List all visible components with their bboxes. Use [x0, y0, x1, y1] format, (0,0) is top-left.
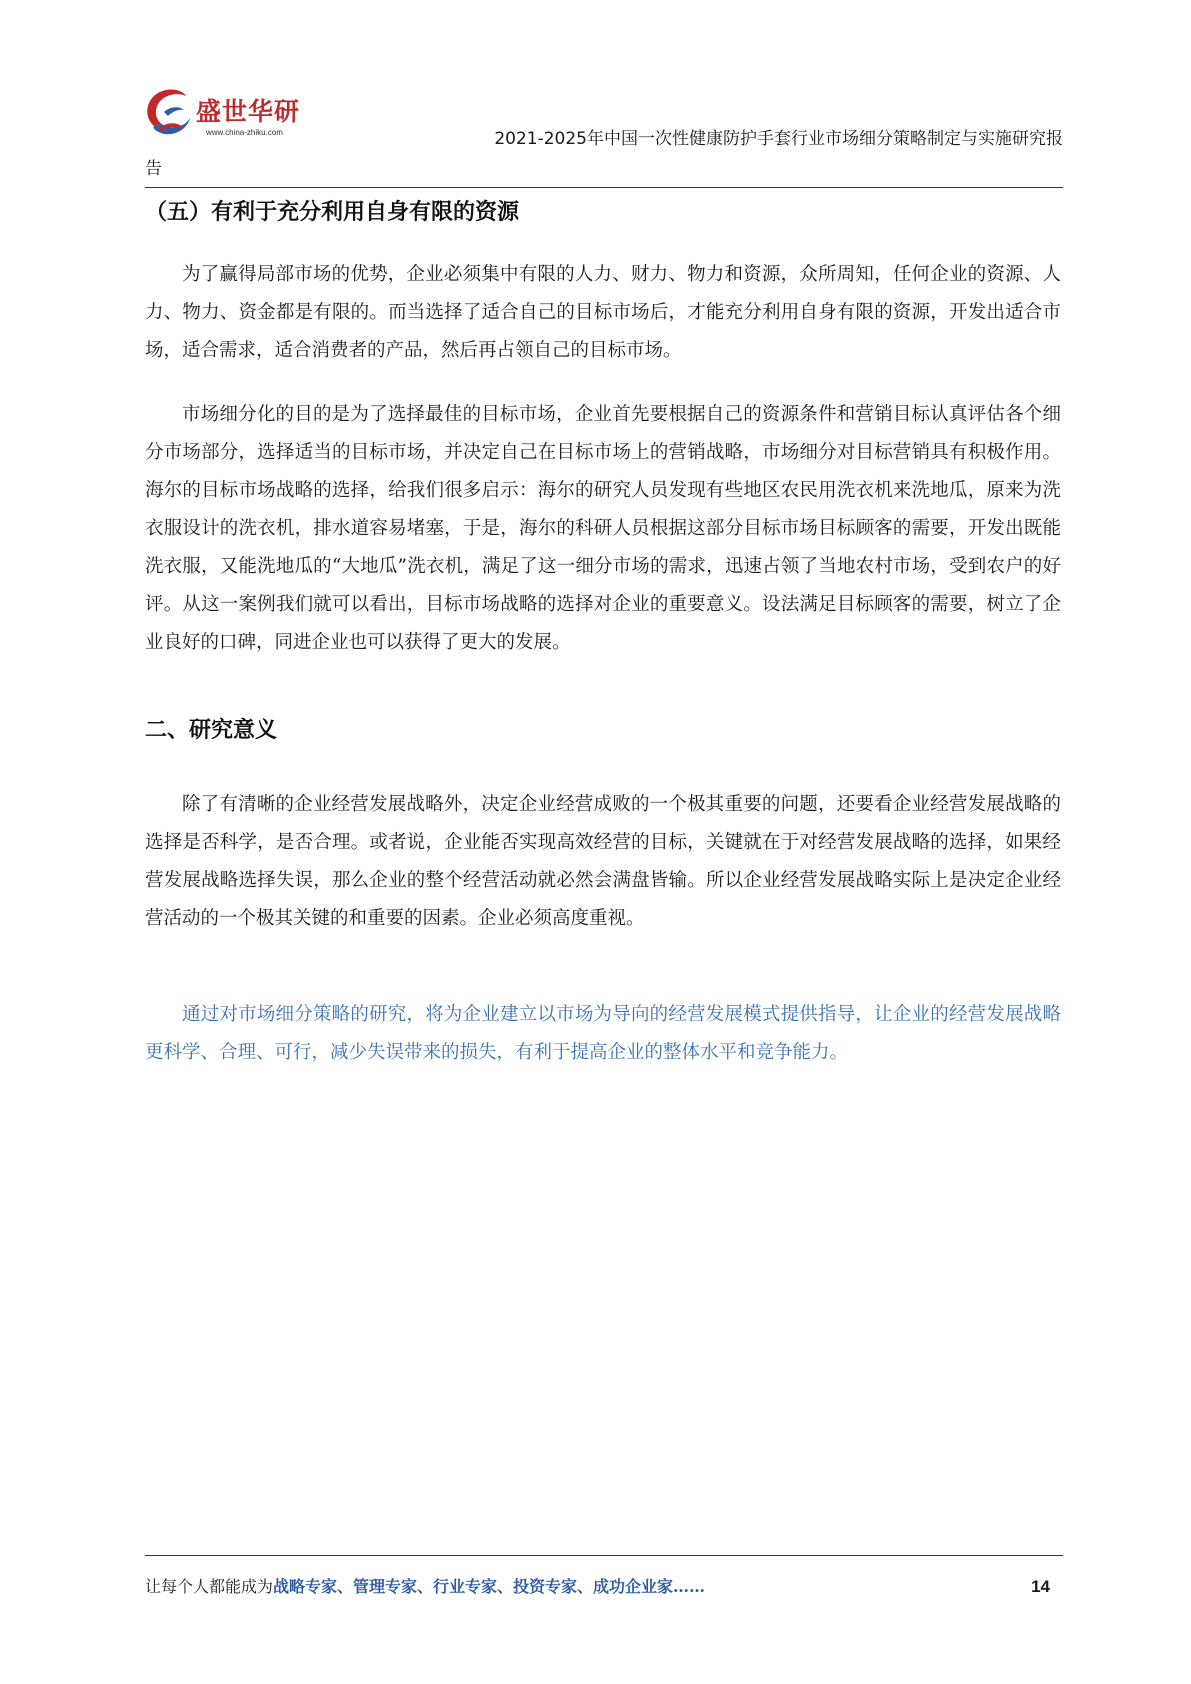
page-number: 14 [1031, 1577, 1050, 1596]
logo-name: 盛世华研 [196, 97, 301, 126]
paragraph: 为了赢得局部市场的优势，企业必须集中有限的人力、财力、物力和资源，众所周知，任何企业的资源、人力、物力、资金都是有限的。而当选择了适合自己的目标市场后，才能充分利用自身有限的资源，开发出适合市场，适合需求，适合消费者的产品，然后再占领自己的目标市场。 [145, 264, 1061, 361]
footer-divider [145, 1555, 1063, 1556]
document-title: 2021-2025年中国一次性健康防护手套行业市场细分策略制定与实施研究报 [494, 129, 1063, 149]
header-divider [145, 187, 1063, 188]
footer-slogan [145, 1575, 705, 1599]
section-heading-5: （五）有利于充分利用自身有限的资源 [145, 200, 520, 225]
footer-lead: 让每个人都能成为 [145, 1577, 274, 1596]
highlighted-paragraph: 通过对市场细分策略的研究，将为企业建立以市场为导向的经营发展模式提供指导，让企业的经营发展战略更科学、合理、可行，减少失误带来的损失，有利于提高企业的整体水平和竞争能力。 [145, 1004, 1061, 1063]
logo-url: www.china-zhiku.com [206, 128, 283, 137]
document-title-continuation: 告 [145, 159, 162, 179]
paragraph: 除了有清晰的企业经营发展战略外，决定企业经营成败的一个极其重要的问题，还要看企业经营发展战略的选择是否科学，是否合理。或者说，企业能否实现高效经营的目标，关键就在于对经营发展战略的选择，如果经营发展战略选择失误，那么企业的整个经营活动就必然会满盘皆输。所以企业经营发展战略实际上是决定企业经营活动的一个极其关键的和重要的因素。企业必须高度重视。 [145, 794, 1061, 929]
section-heading-2: 二、研究意义 [145, 718, 278, 743]
footer-highlight: 战略专家、管理专家、行业专家、投资专家、成功企业家…… [273, 1577, 706, 1596]
paragraph: 市场细分化的目的是为了选择最佳的目标市场，企业首先要根据自己的资源条件和营销目标认真评估各个细分市场部分，选择适当的目标市场，并决定自己在目标市场上的营销战略，市场细分对目标营销具有积极作用。海尔的目标市场战略的选择，给我们很多启示：海尔的研究人员发现有些地区农民用洗衣机来洗地瓜，原来为洗衣服设计的洗衣机，排水道容易堵塞，于是，海尔的科研人员根据这部分目标市场目标顾客的需要，开发出既能洗衣服，又能洗地瓜的“大地瓜”洗衣机，满足了这一细分市场的需求，迅速占领了当地农村市场，受到农户的好评。从这一案例我们就可以看出，目标市场战略的选择对企业的重要意义。设法满足目标顾客的需要，树立了企业良好的口碑，同进企业也可以获得了更大的发展。 [145, 404, 1061, 653]
